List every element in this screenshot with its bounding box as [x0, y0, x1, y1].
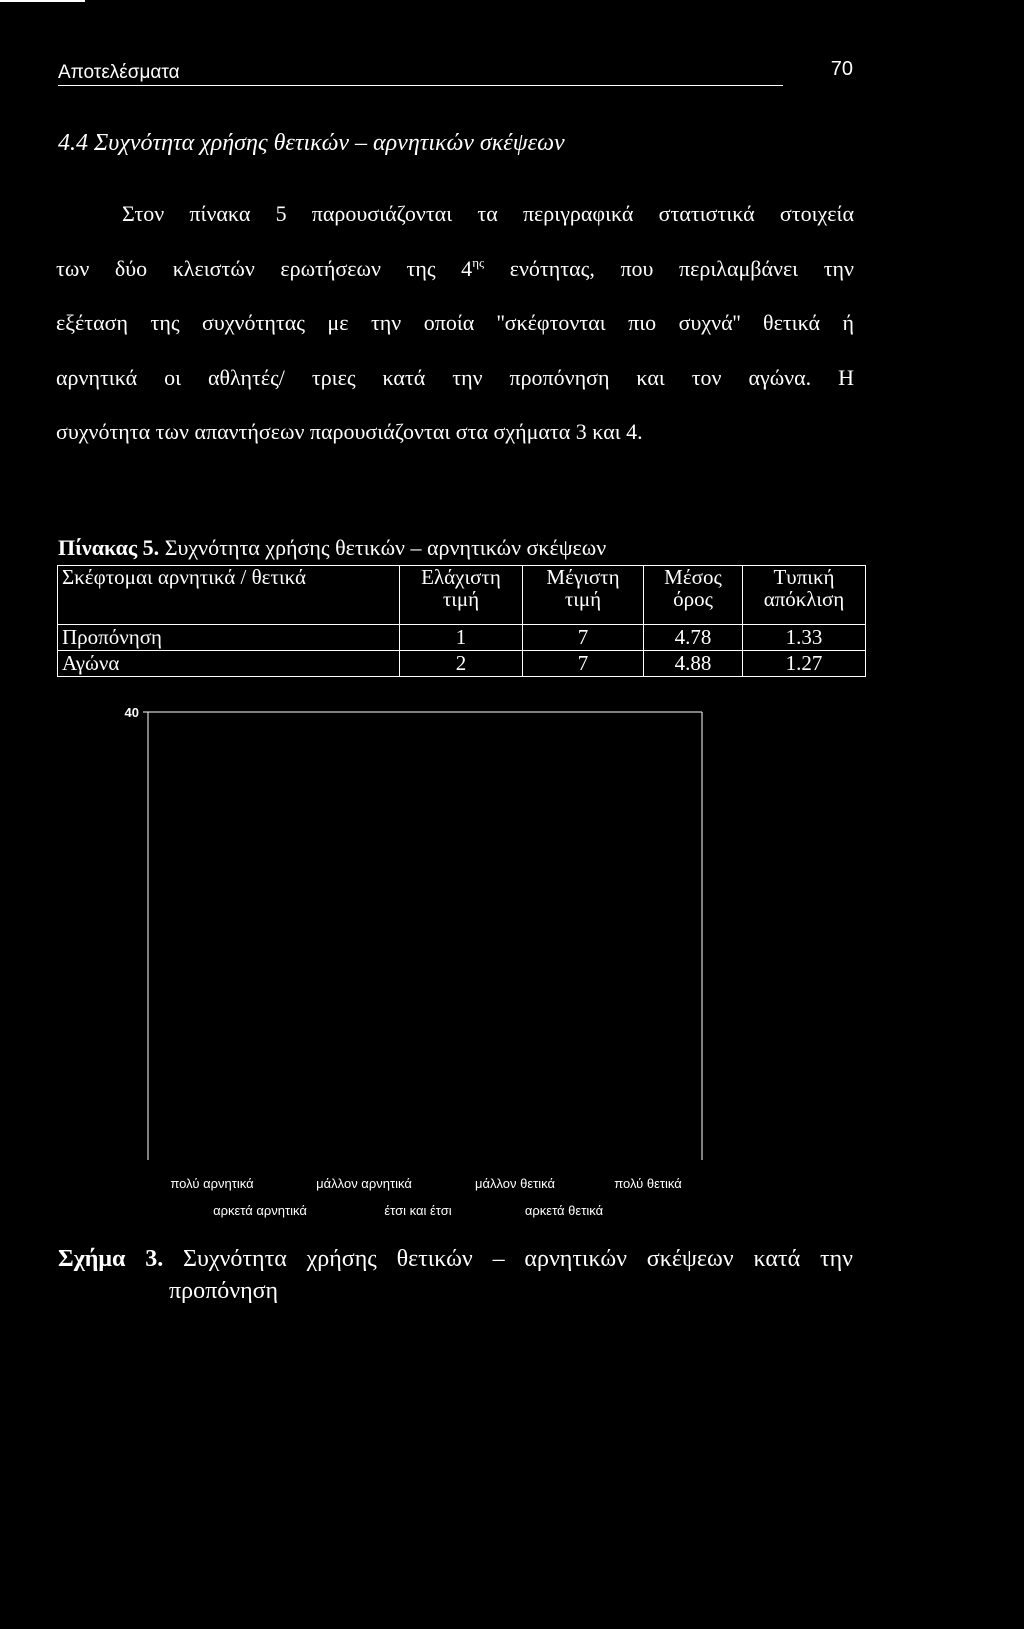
table-cell: 2 — [400, 651, 523, 677]
running-header-rule — [58, 85, 783, 86]
y-tick-label: 40 — [124, 705, 139, 720]
table-cell: 4.88 — [644, 651, 743, 677]
paragraph-line: Στον πίνακα 5 παρουσιάζονται τα περιγραφικά στατιστικά στοιχεία — [122, 201, 854, 226]
x-tick-label: πολύ αρνητικά — [170, 1176, 254, 1191]
table-header-row — [58, 566, 866, 625]
stats-table — [57, 565, 866, 677]
paragraph-line: συχνότητα των απαντήσεων παρουσιάζονται στα σχήματα 3 και 4. — [56, 419, 643, 444]
x-tick-label: πολύ θετικά — [614, 1176, 682, 1191]
section-title: Συχνότητα χρήσης θετικών – αρνητικών σκέψεων — [94, 130, 565, 156]
bar-chart — [0, 700, 1024, 1230]
paragraph-text: των δύο κλειστών ερωτήσεων της 4 — [56, 255, 473, 281]
x-tick-label: αρκετά αρνητικά — [213, 1203, 307, 1218]
paragraph-line: εξέταση της συχνότητας με την οποία ''σκέφτονται πιο συχνά'' θετικά ή — [56, 310, 854, 335]
header-cell: Ελάχιστη τιμή — [400, 566, 523, 625]
running-header-title: Αποτελέσματα — [58, 62, 180, 83]
table-row — [58, 625, 866, 651]
x-tick-label: έτσι και έτσι — [384, 1203, 452, 1218]
header-cell: Μέγιστη τιμή — [523, 566, 644, 625]
top-edge-line — [0, 0, 85, 2]
header-cell: Μέσος όρος — [644, 566, 743, 625]
figure-caption-line — [58, 1243, 853, 1275]
paragraph-line: αρνητικά οι αθλητές/ τριες κατά την προπόνηση και τον αγώνα. Η — [56, 364, 854, 390]
table-cell: 1.33 — [743, 625, 866, 651]
row-label-cell: Αγώνα — [58, 651, 400, 677]
table-cell: 1 — [400, 625, 523, 651]
table-cell: 7 — [523, 625, 644, 651]
table-title: Συχνότητα χρήσης θετικών – αρνητικών σκέψεων — [159, 535, 607, 560]
x-tick-label: μάλλον θετικά — [474, 1176, 556, 1191]
table-cell: 4.78 — [644, 625, 743, 651]
header-cell: Τυπική απόκλιση — [743, 566, 866, 625]
section-number: 4.4 — [58, 130, 88, 156]
table-row — [58, 651, 866, 677]
x-tick-label: αρκετά θετικά — [524, 1203, 604, 1218]
figure-caption — [58, 1243, 853, 1307]
x-tick-label: μάλλον αρνητικά — [316, 1176, 412, 1191]
section-heading — [58, 130, 565, 157]
figure-title: Συχνότητα χρήσης θετικών – αρνητικών σκέψεων κατά την — [163, 1246, 853, 1272]
figure-label: Σχήμα 3. — [58, 1246, 164, 1272]
row-label-cell: Προπόνηση — [58, 625, 400, 651]
paragraph-line — [56, 242, 854, 297]
table-cell: 1.27 — [743, 651, 866, 677]
ordinal-superscript: ης — [472, 254, 485, 270]
figure-title-continued: προπόνηση — [169, 1278, 279, 1304]
header-cell: Σκέφτομαι αρνητικά / θετικά — [58, 566, 400, 625]
page-number: 70 — [830, 58, 853, 80]
table-caption — [58, 535, 606, 561]
body-paragraph — [56, 187, 854, 460]
table-cell: 7 — [523, 651, 644, 677]
paragraph-text: ενότητας, που περιλαμβάνει την — [484, 255, 854, 281]
table-label: Πίνακας 5. — [58, 535, 160, 560]
